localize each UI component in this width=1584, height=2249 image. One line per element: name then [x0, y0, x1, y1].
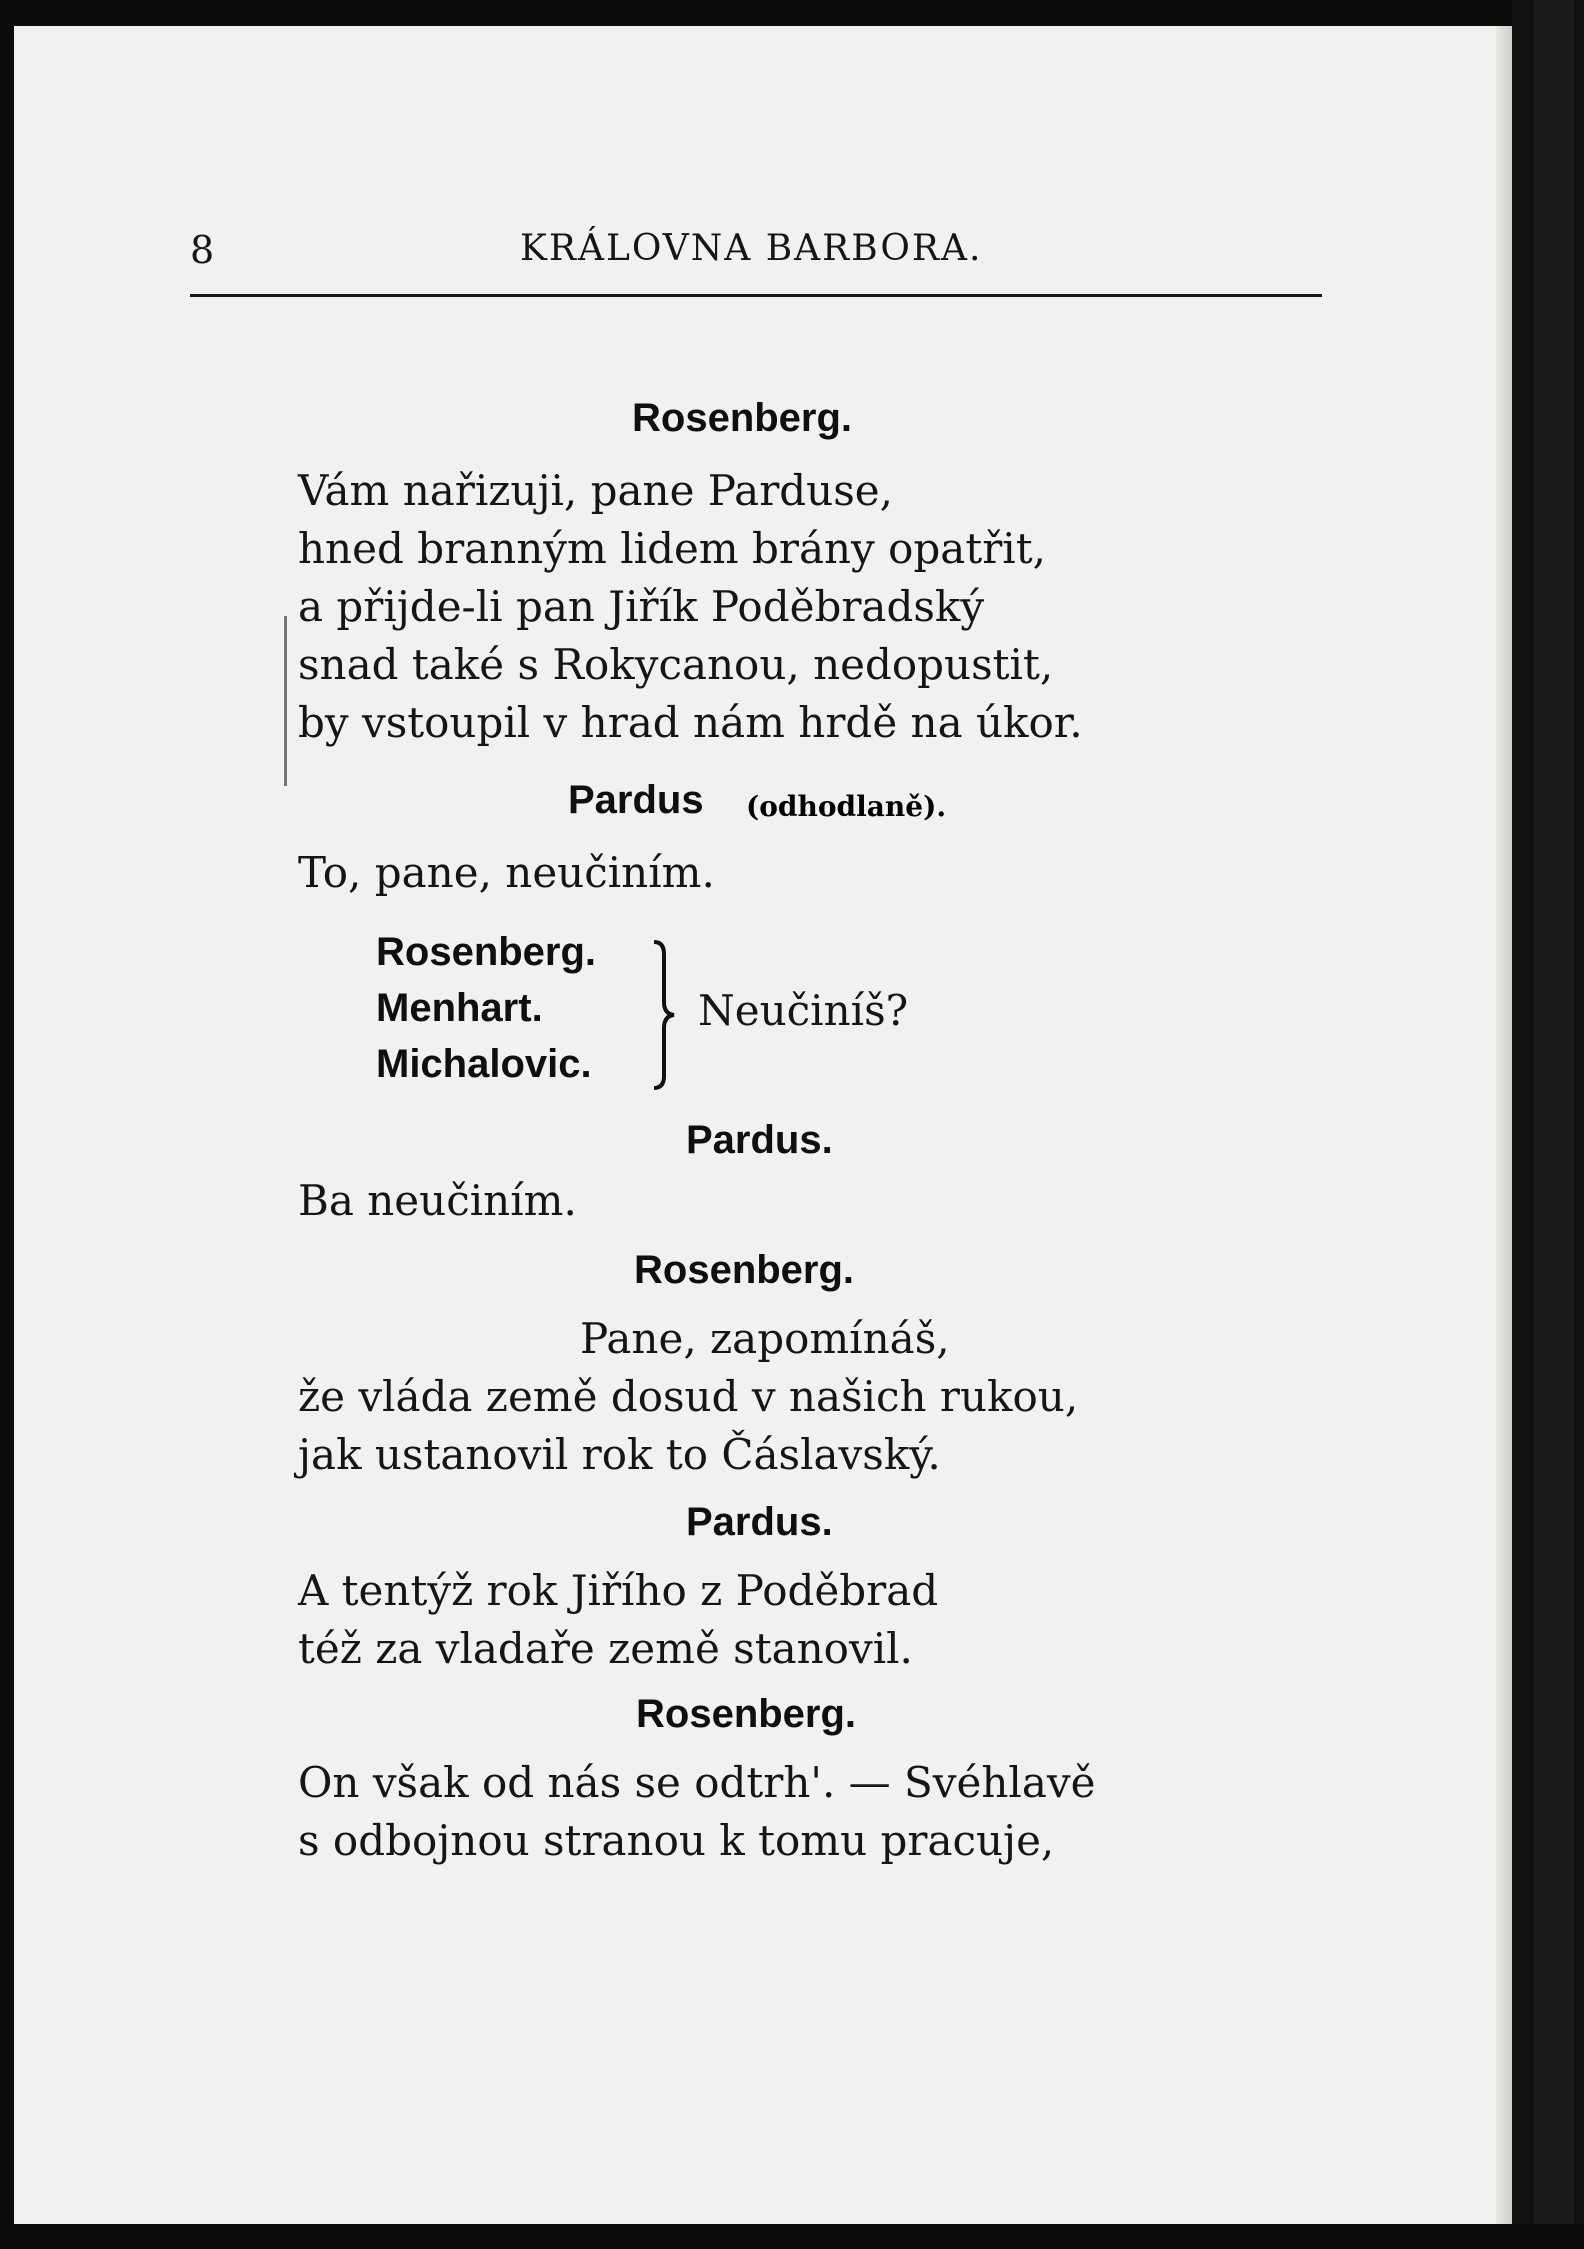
speaker-name: Rosenberg. [634, 1248, 855, 1292]
speaker-name: Pardus. [686, 1500, 833, 1544]
verse-line: snad také s Rokycanou, nedopustit, [298, 640, 1054, 689]
speaker-name: Pardus. [686, 1118, 833, 1162]
group-speaker-name: Michalovic. [376, 1042, 592, 1086]
scan-border-bottom [0, 2224, 1584, 2249]
speaker-name: Rosenberg. [632, 396, 853, 440]
verse-line: by vstoupil v hrad nám hrdě na úkor. [298, 698, 1083, 747]
page-edge-shadow [1496, 26, 1512, 2224]
verse-line: hned branným lidem brány opatřit, [298, 524, 1046, 573]
running-title: KRÁLOVNA BARBORA. [520, 228, 983, 269]
margin-mark [284, 616, 287, 786]
verse-line: Neučiníš? [698, 986, 909, 1035]
verse-line: A tentýž rok Jiřího z Poděbrad [298, 1566, 939, 1615]
scan-border-top [0, 0, 1584, 26]
speaker-name: Rosenberg. [636, 1692, 857, 1736]
verse-line: též za vladaře země stanovil. [298, 1624, 913, 1673]
page-number: 8 [190, 228, 215, 272]
verse-line: Vám nařizuji, pane Parduse, [298, 466, 893, 515]
stage-direction: (odhodlaně). [746, 790, 947, 823]
header-rule [190, 294, 1322, 297]
brace-icon [650, 940, 680, 1090]
group-speaker-name: Menhart. [376, 986, 543, 1030]
verse-line: Pane, zapomínáš, [580, 1314, 950, 1363]
verse-line: To, pane, neučiním. [298, 848, 715, 897]
verse-line: On však od nás se odtrh'. — Svéhlavě [298, 1758, 1096, 1807]
verse-line: Ba neučiním. [298, 1176, 577, 1225]
verse-line: jak ustanovil rok to Čáslavský. [298, 1430, 941, 1479]
scan-border-right [1512, 0, 1584, 2249]
verse-line: a přijde-li pan Jiřík Poděbradský [298, 582, 985, 631]
speaker-name: Pardus [568, 778, 704, 822]
verse-line: s odbojnou stranou k tomu pracuje, [298, 1816, 1055, 1865]
group-speaker-name: Rosenberg. [376, 930, 597, 974]
verse-line: že vláda země dosud v našich rukou, [298, 1372, 1079, 1421]
